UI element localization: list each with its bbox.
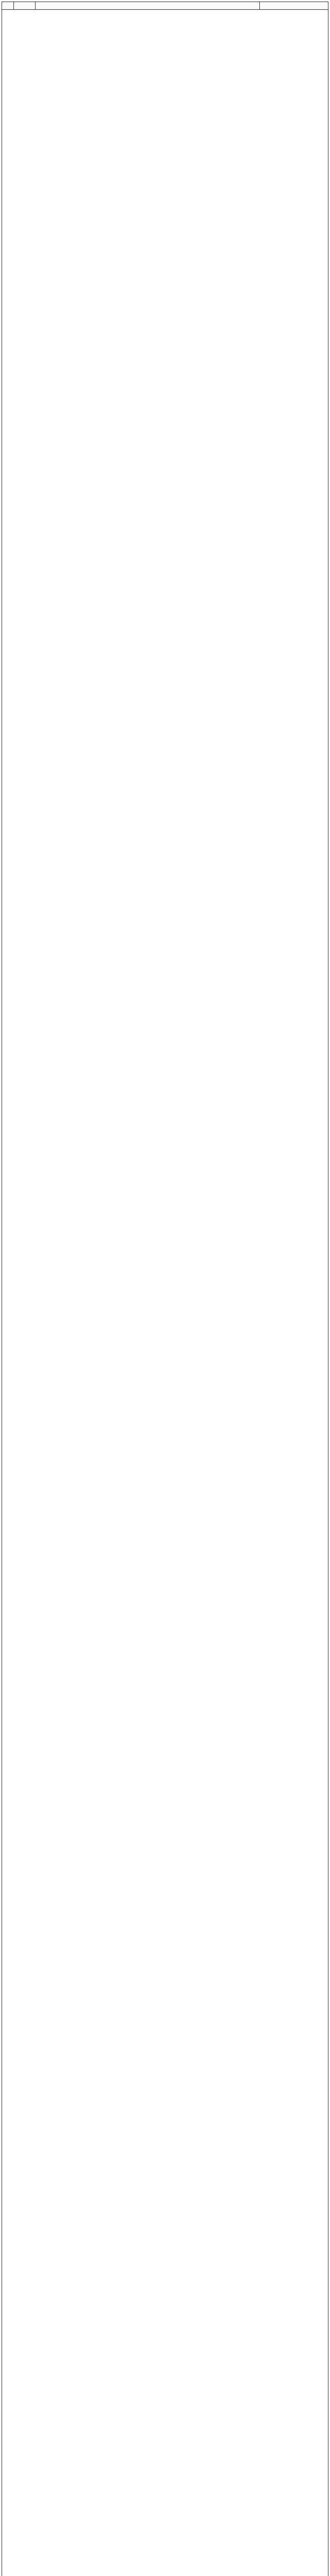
header-content bbox=[260, 2, 328, 9]
duty-table bbox=[2, 2, 328, 2576]
header-seq bbox=[2, 2, 13, 9]
header-name bbox=[14, 2, 35, 9]
header-basis bbox=[36, 2, 259, 9]
table-header bbox=[2, 2, 328, 10]
